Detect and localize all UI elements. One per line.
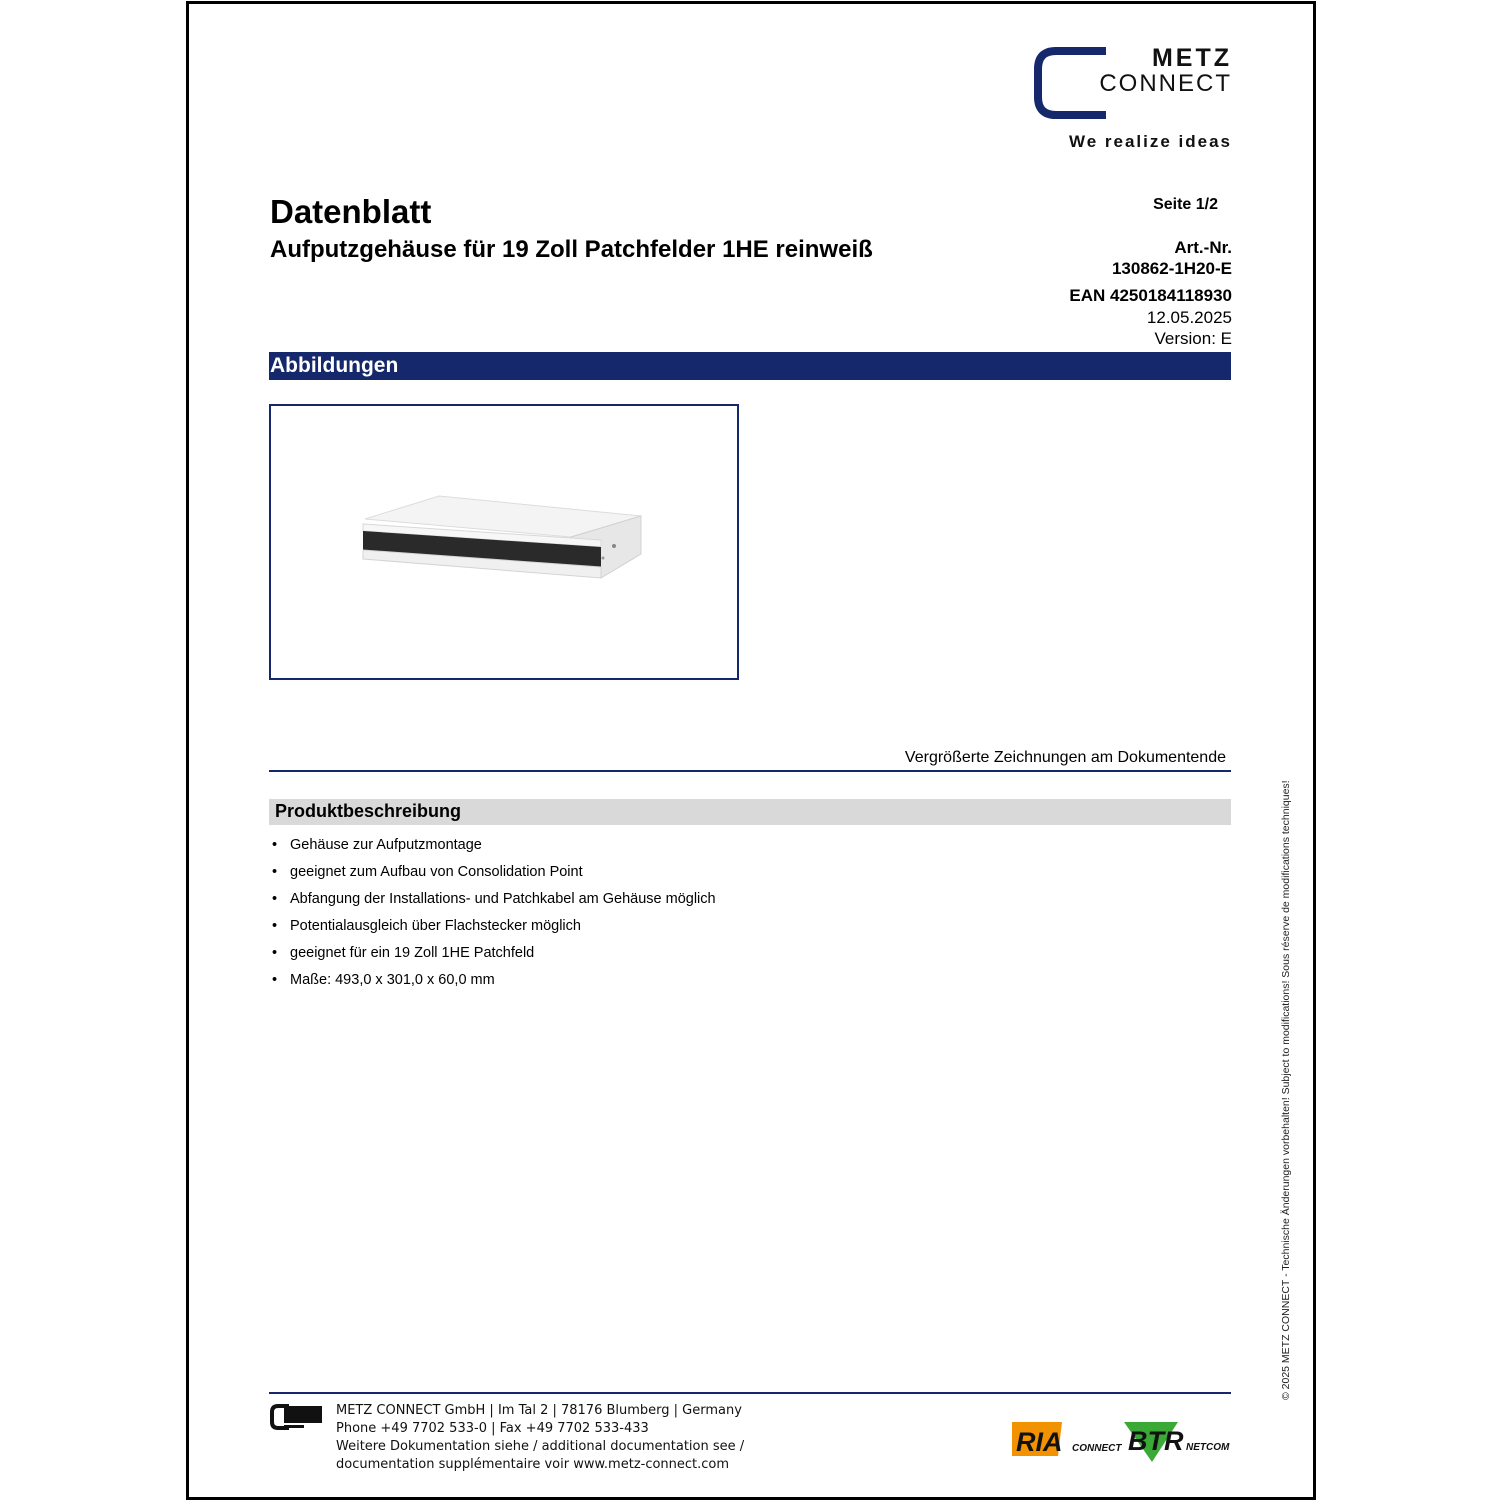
images-caption: Vergrößerte Zeichnungen am Dokumentende [904, 749, 1226, 766]
footer-address [336, 1402, 744, 1474]
bullet-icon: • [272, 864, 278, 880]
btr-logo-subtext: NETCOM [1186, 1442, 1230, 1453]
product-image-frame[interactable] [269, 404, 739, 680]
bullet-icon: • [272, 837, 278, 853]
footer-line-docs: Weitere Dokumentation siehe / additional documentation see / [336, 1439, 745, 1454]
ria-logo-text: RIA [1016, 1427, 1063, 1457]
description-list [272, 834, 716, 996]
footer-line-website[interactable]: documentation supplémentaire voir www.metz-connect.com [336, 1457, 730, 1472]
copyright-side-note: © 2025 METZ CONNECT - Technische Änderungen vorbehalten! Subject to modifications! Sous réserve de modifications techniques! [1280, 780, 1292, 1400]
bullet-icon: • [272, 918, 278, 934]
product-image [271, 406, 737, 678]
logo-brand-top: METZ [1151, 44, 1232, 72]
ean-code: EAN 4250184118930 [1069, 286, 1232, 305]
ria-connect-logo [1010, 1420, 1122, 1464]
article-number: 130862-1H20-E [1111, 259, 1232, 278]
btr-logo-text: BTR [1128, 1426, 1184, 1456]
list-item: • Abfangung der Installations- und Patchkabel am Gehäuse möglich [272, 888, 716, 915]
footer-line-company: METZ CONNECT GmbH | Im Tal 2 | 78176 Blumberg | Germany [336, 1403, 742, 1418]
btr-netcom-logo [1122, 1420, 1232, 1464]
document-title: Datenblatt [270, 193, 432, 230]
bullet-icon: • [272, 945, 278, 961]
logo-tagline: We realize ideas [1068, 132, 1232, 151]
list-item: • Potentialausgleich über Flachstecker möglich [272, 915, 716, 942]
document-date: 12.05.2025 [1146, 308, 1232, 327]
list-item: • Gehäuse zur Aufputzmontage [272, 834, 716, 861]
footer-divider [269, 1392, 1231, 1394]
section-description-title: Produktbeschreibung [275, 801, 462, 821]
logo-brand-bottom: CONNECT [1099, 70, 1232, 97]
section-divider [269, 770, 1231, 772]
bullet-icon: • [272, 891, 278, 907]
bullet-icon: • [272, 972, 278, 988]
list-item: • geeignet für ein 19 Zoll 1HE Patchfeld [272, 942, 716, 969]
footer-logo-icon [269, 1403, 325, 1431]
document-subtitle: Aufputzgehäuse für 19 Zoll Patchfelder 1HE reinweiß [270, 236, 873, 263]
section-images-heading [269, 352, 1231, 380]
section-images-title: Abbildungen [270, 354, 399, 377]
footer-line-phone: Phone +49 7702 533-0 | Fax +49 7702 533-433 [336, 1421, 649, 1436]
section-description-heading [269, 799, 1231, 825]
document-version: Version: E [1154, 329, 1232, 348]
list-item: • geeignet zum Aufbau von Consolidation Point [272, 861, 716, 888]
page-number: Seite 1/2 [1153, 196, 1218, 213]
article-number-label: Art.-Nr. [1174, 238, 1232, 257]
list-item: • Maße: 493,0 x 301,0 x 60,0 mm [272, 969, 716, 996]
ria-logo-subtext: CONNECT [1072, 1443, 1122, 1454]
